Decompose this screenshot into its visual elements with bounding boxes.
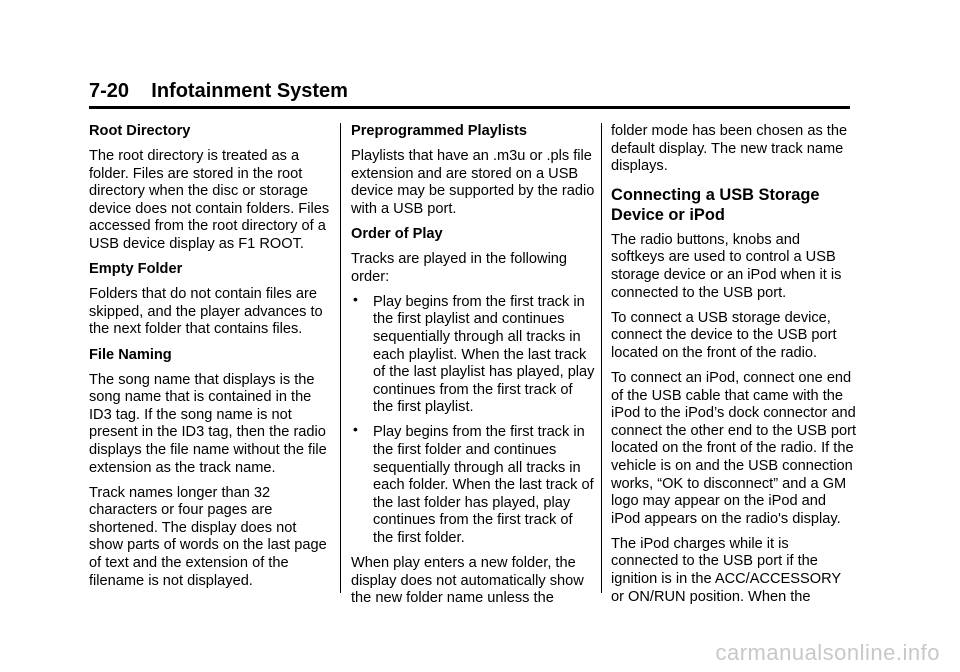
section-title: Infotainment System: [151, 80, 348, 102]
subheading-root-directory: Root Directory: [89, 123, 191, 139]
column-right: [611, 123, 856, 614]
paragraph: Playlists that have an .m3u or .pls file extension and are stored on a USB device may be supported by the radio with a USB port.: [351, 148, 595, 217]
subheading-preprogrammed-playlists: Preprogrammed Playlists: [351, 123, 528, 139]
column-middle: [351, 123, 596, 615]
paragraph: Folders that do not contain files are skipped, and the player advances to the next folder that contains files.: [89, 286, 323, 338]
paragraph: Track names longer than 32 characters or four pages are shortened. The display does not show parts of words on the last page of text and the extension of the filename is not displayed.: [89, 484, 327, 589]
column-left: [89, 123, 334, 598]
bullet-icon: •: [353, 421, 358, 438]
page-title: [89, 80, 348, 103]
subheading-order-of-play: Order of Play: [351, 225, 443, 242]
header-rule: [89, 106, 850, 109]
paragraph: The root directory is treated as a folder. Files are stored in the root directory when the disc or storage device does not contain folders. Files accessed from the root directory of a USB device display as F1 ROOT.: [89, 148, 330, 253]
watermark: carmanualsonline.info: [715, 640, 940, 665]
paragraph: The radio buttons, knobs and softkeys are used to control a USB storage device or an iPod when it is connected to the USB port.: [611, 231, 842, 301]
section-heading-usb: Connecting a USB Storage Device or iPod: [611, 185, 820, 224]
subheading-empty-folder: Empty Folder: [89, 261, 183, 278]
list-item-text: Play begins from the first track in the first playlist and continues sequentially through all tracks in each playlist. When the last track of the last playlist has played, play continues from the first track of the first playlist.: [373, 293, 595, 416]
list-item-text: Play begins from the first track in the first folder and continues sequentially through all tracks in each folder. When the last track of the last folder has played, play continues from the first track of the first folder.: [373, 424, 594, 546]
column-divider: [340, 123, 341, 593]
bullet-icon: •: [353, 290, 358, 307]
paragraph: To connect an iPod, connect one end of the USB cable that came with the iPod to the iPod’s dock connector and connect the other end to the USB port located on the front of the radio. If the vehicle is on and the USB connection works, “OK to disconnect” and a GM logo may appear on the iPod and iPod appears on the radio's display.: [611, 369, 857, 527]
column-divider: [601, 123, 602, 593]
page-number: 7-20: [89, 80, 130, 102]
list-item: [351, 290, 596, 417]
page-header: [89, 80, 850, 106]
paragraph: The song name that displays is the song name that is contained in the ID3 tag. If the song name is not present in the ID3 tag, then the radio displays the file name without the file extension as the track name.: [89, 371, 327, 476]
paragraph: The iPod charges while it is connected to the USB port if the ignition is in the ACC/ACCESSORY or ON/RUN position. When the: [611, 535, 841, 605]
paragraph: Tracks are played in the following order:: [351, 251, 568, 285]
paragraph: folder mode has been chosen as the default display. The new track name displays.: [611, 123, 848, 175]
paragraph: To connect a USB storage device, connect the device to the USB port located on the front of the radio.: [611, 309, 837, 361]
bullet-list: [351, 290, 596, 548]
paragraph: When play enters a new folder, the display does not automatically show the new folder name unless the: [351, 555, 584, 607]
subheading-file-naming: File Naming: [89, 346, 172, 363]
list-item: [351, 421, 596, 547]
